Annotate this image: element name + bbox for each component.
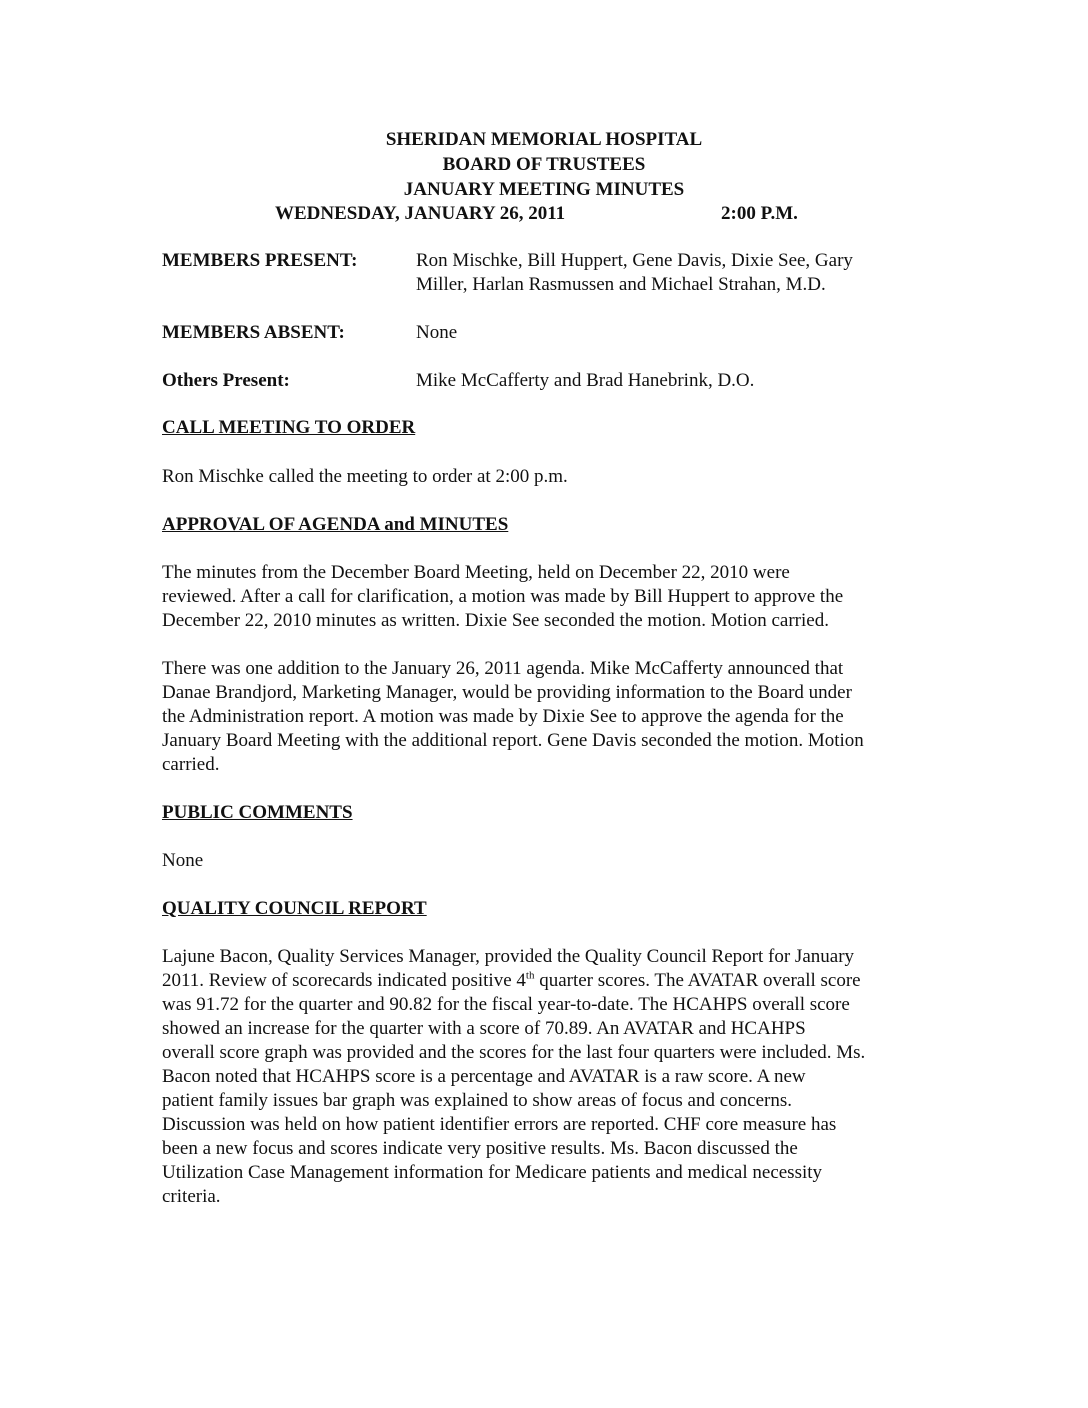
paragraph-line: Discussion was held on how patient identifier errors are reported. CHF core measure has: [162, 1114, 837, 1135]
minutes-title: JANUARY MEETING MINUTES: [403, 179, 685, 200]
paragraph-line: carried.: [162, 754, 220, 775]
paragraph-line: criteria.: [162, 1186, 221, 1207]
paragraph-line: was 91.72 for the quarter and 90.82 for the fiscal year-to-date. The HCAHPS overall score: [162, 994, 850, 1015]
paragraph-line: Lajune Bacon, Quality Services Manager, provided the Quality Council Report for January: [162, 946, 855, 967]
line-text: quarter scores. The AVATAR overall score: [534, 970, 861, 991]
paragraph-line: Utilization Case Management information for Medicare patients and medical necessity: [162, 1162, 823, 1183]
paragraph-line: reviewed. After a call for clarification, a motion was made by Bill Huppert to approve the: [162, 586, 844, 607]
others-present-value: Mike McCafferty and Brad Hanebrink, D.O.: [416, 370, 755, 391]
paragraph-line: There was one addition to the January 26, 2011 agenda. Mike McCafferty announced that: [162, 658, 844, 679]
document-title-block: [0, 127, 1088, 202]
paragraph-line: overall score graph was provided and the scores for the last four quarters were included. Ms.: [162, 1042, 866, 1063]
members-present-line: Miller, Harlan Rasmussen and Michael Strahan, M.D.: [416, 274, 826, 295]
members-present-line: Ron Mischke, Bill Huppert, Gene Davis, Dixie See, Gary: [416, 250, 853, 271]
paragraph-line: been a new focus and scores indicate very positive results. Ms. Bacon discussed the: [162, 1138, 798, 1159]
members-absent-value: None: [416, 322, 458, 343]
meeting-time: 2:00 P.M.: [721, 203, 798, 224]
members-absent-label: MEMBERS ABSENT:: [162, 322, 345, 343]
superscript: th: [525, 969, 535, 982]
meeting-date: WEDNESDAY, JANUARY 26, 2011: [275, 203, 566, 224]
line-text: 2011. Review of scorecards indicated positive 4: [162, 970, 526, 991]
paragraph-line: [162, 969, 930, 993]
public-comments-text: None: [162, 850, 204, 871]
quality-council-paragraph: [162, 945, 930, 1209]
paragraph-line: patient family issues bar graph was explained to show areas of focus and concerns.: [162, 1090, 792, 1111]
paragraph-line: Bacon noted that HCAHPS score is a percentage and AVATAR is a raw score. A new: [162, 1066, 806, 1087]
hospital-name: SHERIDAN MEMORIAL HOSPITAL: [385, 129, 703, 150]
paragraph-line: December 22, 2010 minutes as written. Dixie See seconded the motion. Motion carried.: [162, 610, 829, 631]
paragraph-line: showed an increase for the quarter with a score of 70.89. An AVATAR and HCAHPS: [162, 1018, 806, 1039]
others-present-label: Others Present:: [162, 370, 290, 391]
board-name: BOARD OF TRUSTEES: [442, 154, 646, 175]
paragraph-line: Danae Brandjord, Marketing Manager, would be providing information to the Board under: [162, 682, 852, 703]
approval-paragraph-1: [162, 561, 930, 633]
public-comments-heading: PUBLIC COMMENTS: [162, 802, 353, 823]
paragraph-line: January Board Meeting with the additional report. Gene Davis seconded the motion. Motion: [162, 730, 864, 751]
members-present-list: [416, 249, 916, 297]
call-to-order-heading: CALL MEETING TO ORDER: [162, 417, 416, 438]
members-present-label: MEMBERS PRESENT:: [162, 250, 358, 271]
paragraph-line: The minutes from the December Board Meeting, held on December 22, 2010 were: [162, 562, 790, 583]
paragraph-line: the Administration report. A motion was made by Dixie See to approve the agenda for the: [162, 706, 844, 727]
approval-heading: APPROVAL OF AGENDA and MINUTES: [162, 514, 509, 535]
quality-council-heading: QUALITY COUNCIL REPORT: [162, 898, 427, 919]
call-to-order-text: Ron Mischke called the meeting to order at 2:00 p.m.: [162, 466, 568, 487]
approval-paragraph-2: [162, 657, 930, 777]
